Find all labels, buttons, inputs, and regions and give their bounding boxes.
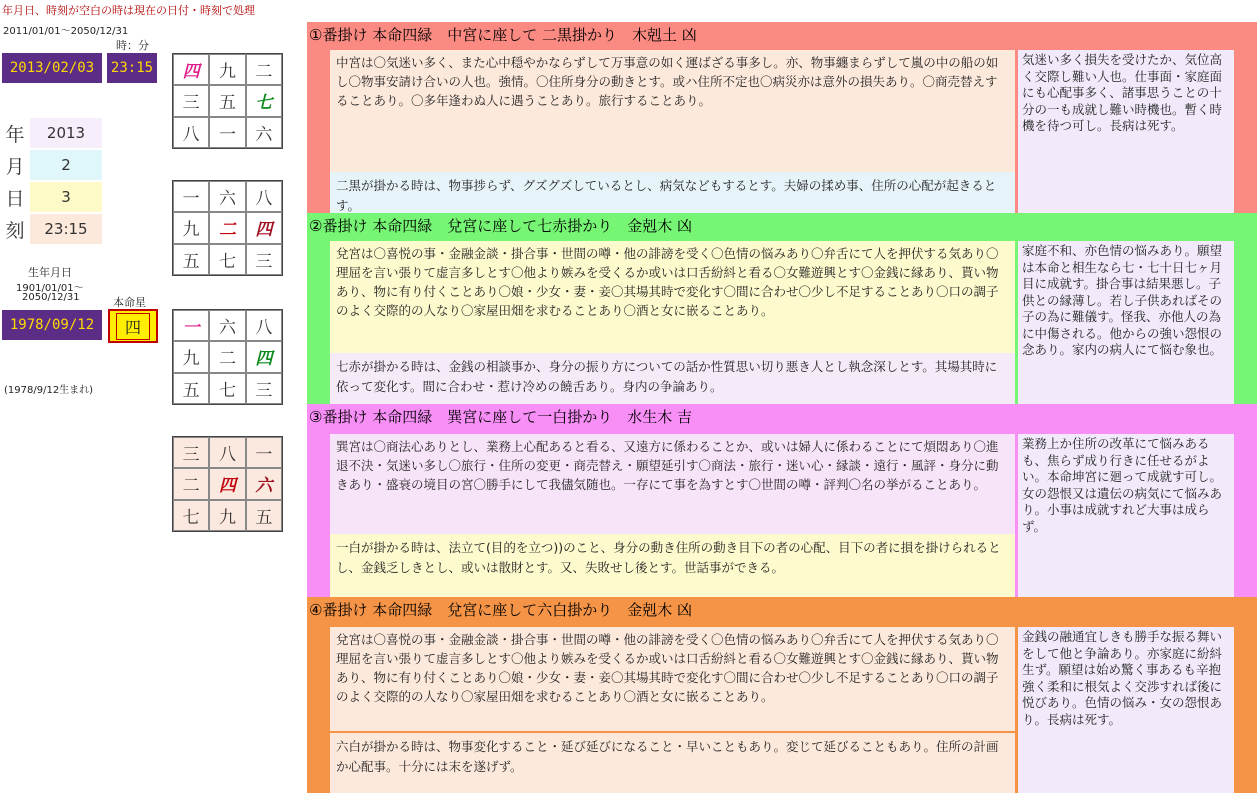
section-1-text2: 二黒が掛かる時は、物事捗らず、グズグズしているとし、病気などもするとす。夫婦の揉め事、住所の心配が起きるとす。	[330, 172, 1015, 213]
grid-cell: 三	[173, 437, 209, 468]
kyusei-grid-4	[172, 436, 283, 532]
birth-range-end: 2050/12/31	[22, 292, 80, 303]
birth-range-start: 1901/01/01～	[16, 283, 84, 294]
grid-cell: 七	[209, 373, 245, 404]
grid-cell: 九	[209, 500, 245, 531]
section-2-side: 家庭不和、亦色情の悩みあり。願望は本命と相生なら七・七十日七ヶ月目に成就す。掛合事は結果悪し。子供との縁薄し。若し子供あればその子の為に難儀す。怪我、亦他人の為に中傷される。他からの強い怨恨の念あり。家内の病人にて悩む象也。	[1018, 241, 1234, 404]
grid-cell: 八	[209, 437, 245, 468]
grid-cell: 二	[173, 468, 209, 499]
month-value: 2	[30, 150, 102, 180]
date-input[interactable]: 2013/02/03	[2, 53, 102, 83]
grid-cell: 一	[173, 181, 209, 212]
grid-cell: 一	[246, 437, 282, 468]
grid-cell: 四	[246, 341, 282, 372]
section-4	[307, 597, 1257, 793]
time-label: 時：分	[116, 39, 149, 52]
section-4-text1: 兌宮は〇喜悦の事・金融金談・掛合事・世間の噂・他の誹謗を受く〇色情の悩みあり〇弁舌にて人を押伏する気あり〇理屈を言い張りて虚言多しとす〇他より嫉みを受くるか或いは口舌紛紏と看る〇女難遊興とす〇金銭に縁あり、貰い物あり、物に有り付くことあり〇娘・少女・妻・妾〇其場其時で変化す〇間に合わせ〇少し不足することあり〇口の調子のよく交際的の人なり〇家屋田畑を求むることあり〇酒と女に嵌ることあり。	[330, 627, 1015, 731]
notice-text: 年月日、時刻が空白の時は現在の日付・時刻で処理	[2, 4, 255, 17]
grid-cell: 四	[209, 468, 245, 499]
grid-cell: 七	[173, 500, 209, 531]
hour-label: 刻	[5, 219, 25, 242]
section-3-text2: 一白が掛かる時は、法立て(目的を立つ))のこと、身分の動き住所の動き目下の者の心配、目下の者に損を掛けられるとし、金銭乏しきとし、或いは散財とす。又、失敗せし後とす。世話事ができる。	[330, 534, 1015, 597]
grid-cell: 二	[209, 212, 245, 243]
grid-cell: 四	[246, 212, 282, 243]
section-1-title: ①番掛け 本命四緑 中宮に座して 二黒掛かり 木剋土 凶	[309, 26, 697, 44]
kyusei-grid-1	[172, 53, 283, 149]
section-2	[307, 213, 1257, 404]
grid-cell: 七	[246, 85, 282, 116]
section-4-side: 金銭の融通宜しきも勝手な振る舞いをして他と争論あり。亦家庭に紛紏生ず。願望は始め驚く事あるも辛抱強く柔和に根気よく交渉すれば後に悦びあり。色情の悩み・女の怨恨あり。長病は死す。	[1018, 627, 1234, 793]
hour-value: 23:15	[30, 214, 102, 244]
grid-cell: 一	[209, 117, 245, 148]
grid-cell: 二	[246, 54, 282, 85]
section-2-title: ②番掛け 本命四緑 兌宮に座して七赤掛かり 金剋木 凶	[309, 217, 692, 235]
section-3	[307, 404, 1257, 597]
section-2-text2: 七赤が掛かる時は、金銭の相談事か、身分の振り方についての話か性質思い切り悪き人とし執念深しとす。其場其時に依って変化す。間に合わせ・惹け冷めの饒舌あり。身内の争論あり。	[330, 353, 1015, 404]
section-1	[307, 22, 1257, 213]
section-3-side: 業務上か住所の改革にて悩みあるも、焦らず成り行きに任せるがよい。本命坤宮に廻って成就す可し。女の怨恨又は遺伝の病気にて悩みあり。小事は成就すれど大事は成らず。	[1018, 434, 1234, 597]
section-3-title: ③番掛け 本命四緑 巽宮に座して一白掛かり 水生木 吉	[309, 408, 692, 426]
section-2-text1: 兌宮は〇喜悦の事・金融金談・掛合事・世間の噂・他の誹謗を受く〇色情の悩みあり〇弁舌にて人を押伏する気あり〇理屈を言い張りて虚言多しとす〇他より嫉みを受くるか或いは口舌紛紏と看る〇女難遊興とす〇金銭に縁あり、貰い物あり、物に有り付くことあり〇娘・少女・妻・妾〇其場其時で変化す〇間に合わせ〇少し不足することあり〇口の調子のよく交際的の人なり〇家屋田畑を求むることあり〇酒と女に嵌ることあり。	[330, 241, 1015, 353]
kyusei-grid-3	[172, 309, 283, 405]
grid-cell: 八	[246, 181, 282, 212]
grid-cell: 一	[173, 310, 209, 341]
grid-cell: 九	[173, 341, 209, 372]
grid-cell: 九	[173, 212, 209, 243]
honmei-star-value: 四	[116, 313, 150, 340]
grid-cell: 八	[173, 117, 209, 148]
grid-cell: 二	[209, 341, 245, 372]
section-1-side: 気迷い多く損失を受けたか、気位高く交際し難い人也。仕事面・家庭面にも心配事多く、諸事思うことの十分の一も成就し難い時機也。暫く時機を待つ可し。長病は死す。	[1018, 50, 1234, 213]
grid-cell: 九	[209, 54, 245, 85]
day-label: 日	[5, 187, 25, 210]
honmei-label: 本命星	[113, 296, 146, 309]
grid-cell: 六	[209, 310, 245, 341]
kyusei-grid-2	[172, 180, 283, 276]
birthdate-input[interactable]: 1978/09/12	[2, 310, 102, 340]
grid-cell: 六	[246, 468, 282, 499]
month-label: 月	[5, 155, 25, 178]
day-value: 3	[30, 182, 102, 212]
time-input[interactable]: 23:15	[107, 53, 157, 83]
grid-cell: 三	[173, 85, 209, 116]
grid-cell: 五	[209, 85, 245, 116]
grid-cell: 三	[246, 373, 282, 404]
grid-cell: 六	[246, 117, 282, 148]
grid-cell: 五	[173, 244, 209, 275]
year-label: 年	[5, 123, 25, 146]
section-4-title: ④番掛け 本命四緑 兌宮に座して六白掛かり 金剋木 凶	[309, 601, 692, 619]
grid-cell: 八	[246, 310, 282, 341]
section-4-text2: 六白が掛かる時は、物事変化すること・延び延びになること・早いこともあり。変じて延びることもあり。住所の計画か心配事。十分には末を遂げず。	[330, 733, 1015, 793]
grid-cell: 七	[209, 244, 245, 275]
section-3-text1: 巽宮は〇商法心ありとし、業務上心配あると看る、又遠方に係わることか、或いは婦人に係わることにて煩悶あり〇進退不決・気迷い多し〇旅行・住所の変更・商売替え・願望延引す〇商法・旅行・迷い心・縁談・遠行・風評・身分に動きあり・盛衰の境目の宮〇勝手にして我儘気随也。一存にて事を為すとす〇世間の噂・評判〇名の挙がることあり。	[330, 434, 1015, 534]
honmei-star-box	[108, 309, 158, 343]
section-1-text1: 中宮は〇気迷い多く、また心中穏やかならずして万事意の如く運ばざる事多し。亦、物事纏まらずして嵐の中の船の如し〇物事安請け合いの人也。強情。〇住所身分の動きとす。或ハ住所不定也〇病災亦は意外の損失あり。〇商売替えすることあり。〇多年逢わぬ人に遇うことあり。旅行することあり。	[330, 50, 1015, 172]
birth-note: (1978/9/12生まれ)	[4, 385, 94, 396]
date-range-label: 2011/01/01～2050/12/31	[3, 26, 129, 37]
grid-cell: 三	[246, 244, 282, 275]
grid-cell: 四	[173, 54, 209, 85]
grid-cell: 五	[246, 500, 282, 531]
year-value: 2013	[30, 118, 102, 148]
grid-cell: 六	[209, 181, 245, 212]
birth-label: 生年月日	[28, 266, 72, 279]
grid-cell: 五	[173, 373, 209, 404]
